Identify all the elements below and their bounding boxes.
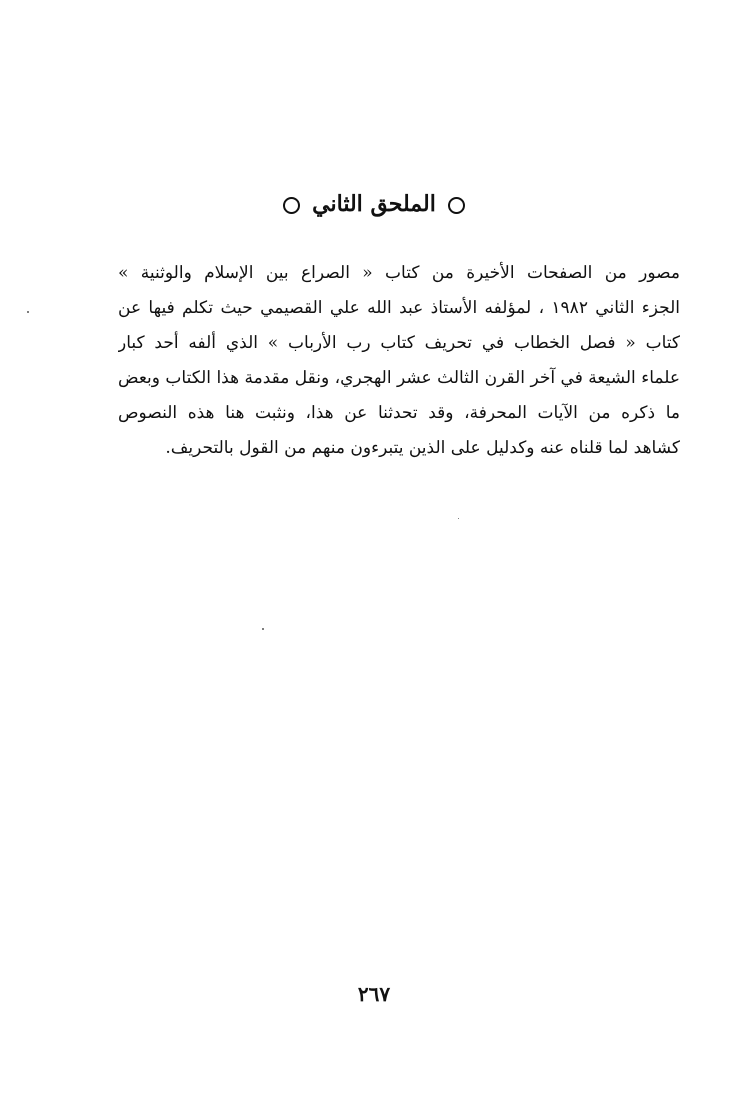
paragraph-line: مصور من الصفحات الأخيرة من كتاب « الصراع بين الإسلام والوثنية »	[118, 263, 680, 283]
circle-ornament-icon	[448, 197, 465, 214]
page-number: ٢٦٧	[357, 982, 391, 1006]
paragraph-line: علماء الشيعة في آخر القرن الثالث عشر الهجري، ونقل مقدمة هذا الكتاب وبعض	[118, 368, 680, 388]
appendix-heading	[0, 186, 748, 222]
circle-ornament-icon	[283, 197, 300, 214]
scan-speck	[458, 518, 459, 519]
appendix-title: الملحق الثاني	[312, 191, 436, 217]
body-paragraph	[118, 256, 680, 466]
paragraph-line: كشاهد لما قلناه عنه وكدليل على الذين يتبرءون منهم من القول بالتحريف.	[165, 438, 680, 458]
paragraph-line: ما ذكره من الآيات المحرفة، وقد تحدثنا عن هذا، ونثبت هنا هذه النصوص	[118, 403, 680, 423]
scan-speck	[27, 311, 29, 313]
scan-speck	[262, 628, 264, 630]
paragraph-line: كتاب « فصل الخطاب في تحريف كتاب رب الأرباب » الذي ألفه أحد كبار	[118, 333, 680, 353]
paragraph-line: الجزء الثاني ١٩٨٢ ، لمؤلفه الأستاذ عبد الله علي القصيمي حيث تكلم فيها عن	[118, 298, 680, 318]
